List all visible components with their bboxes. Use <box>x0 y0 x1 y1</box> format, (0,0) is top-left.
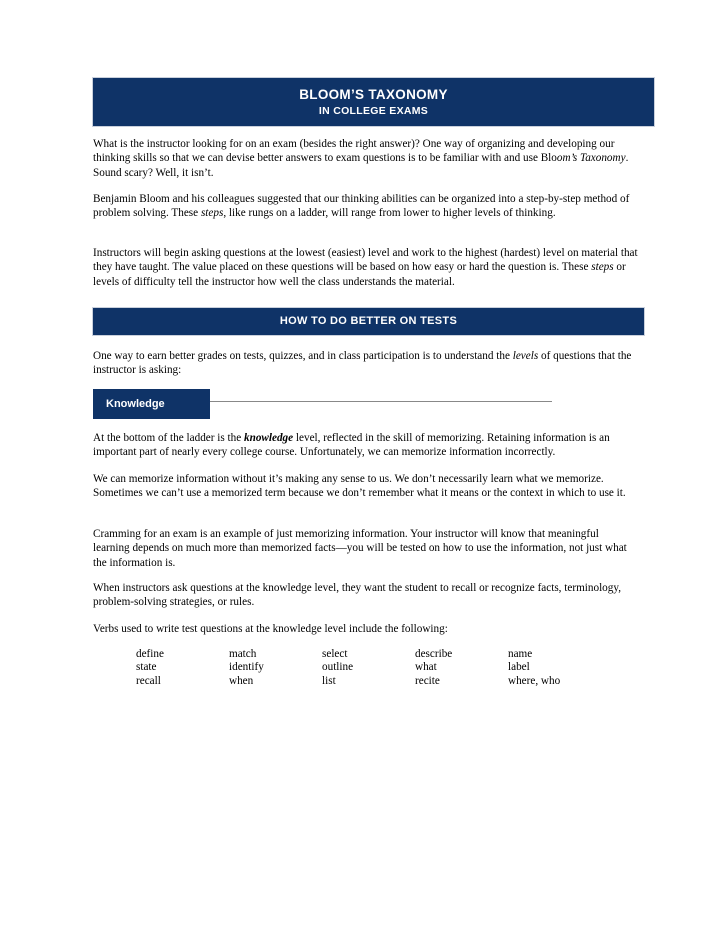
title-banner <box>93 78 654 126</box>
verb-item: outline <box>322 661 354 674</box>
verb-item: select <box>322 648 348 660</box>
intro-paragraph-1: What is the instructor looking for on an exam (besides the right answer)? One way of organizing and developing our thinking skills so that we can devise better answers to exam questions is to be familiar with and use Bloom’s Taxonomy. Sound scary? Well, it isn’t. <box>93 138 629 179</box>
verb-item: match <box>229 648 257 660</box>
knowledge-paragraph-4: When instructors ask questions at the knowledge level, they want the student to recall or recognize facts, terminology, problem-solving strategies, or rules. <box>93 582 622 609</box>
verb-table <box>136 648 601 688</box>
verb-item: when <box>229 674 254 687</box>
page-title: BLOOM’S TAXONOMY <box>299 87 448 102</box>
verb-item: describe <box>415 648 453 660</box>
verb-item: define <box>136 648 164 660</box>
intro-paragraph-3: Instructors will begin asking questions at the lowest (easiest) level and work to the highest (hardest) level on material that they have taught. The value placed on these questions will be based on how easy or hard the question is. These steps or levels of difficulty tell the instructor how well the class understands the material. <box>93 247 638 288</box>
section-banner-tests: HOW TO DO BETTER ON TESTS <box>93 308 644 335</box>
verb-row <box>136 648 601 661</box>
knowledge-paragraph-1: At the bottom of the ladder is the knowledge level, reflected in the skill of memorizing. Retaining information is an important part of nearly every college course. Unfortunately, we can memorize information incorrectly. <box>93 432 610 459</box>
intro-paragraph-2: Benjamin Bloom and his colleagues suggested that our thinking abilities can be organized into a step-by-step method of problem solving. These steps, like rungs on a ladder, will range from lower to higher levels of thinking. <box>93 193 630 220</box>
verb-item: where, who <box>508 674 561 687</box>
verb-item: recite <box>415 674 440 687</box>
verb-item: name <box>508 648 533 660</box>
knowledge-paragraph-2: We can memorize information without it’s making any sense to us. We don’t necessarily learn what we memorize. Sometimes we can’t use a memorized term because we don’t remember what it means or the context in which to use it. <box>93 473 626 500</box>
verb-item: state <box>136 661 157 674</box>
knowledge-tag: Knowledge <box>93 389 210 419</box>
verb-item: label <box>508 661 530 674</box>
knowledge-divider <box>210 401 552 402</box>
verb-row <box>136 675 601 688</box>
page-subtitle: IN COLLEGE EXAMS <box>318 105 429 117</box>
knowledge-paragraph-3: Cramming for an exam is an example of just memorizing information. Your instructor will know that meaningful learning depends on much more than memorized facts—you will be tested on how to use the information, not just what the information is. <box>93 528 627 569</box>
verb-item: identify <box>229 661 264 674</box>
tests-paragraph: One way to earn better grades on tests, quizzes, and in class participation is to understand the levels of questions that the instructor is asking: <box>93 350 632 377</box>
verb-item: recall <box>136 674 161 687</box>
verb-item: what <box>415 661 437 674</box>
knowledge-paragraph-5: Verbs used to write test questions at the knowledge level include the following: <box>93 623 448 635</box>
verb-item: list <box>322 674 336 687</box>
verb-row <box>136 661 601 674</box>
